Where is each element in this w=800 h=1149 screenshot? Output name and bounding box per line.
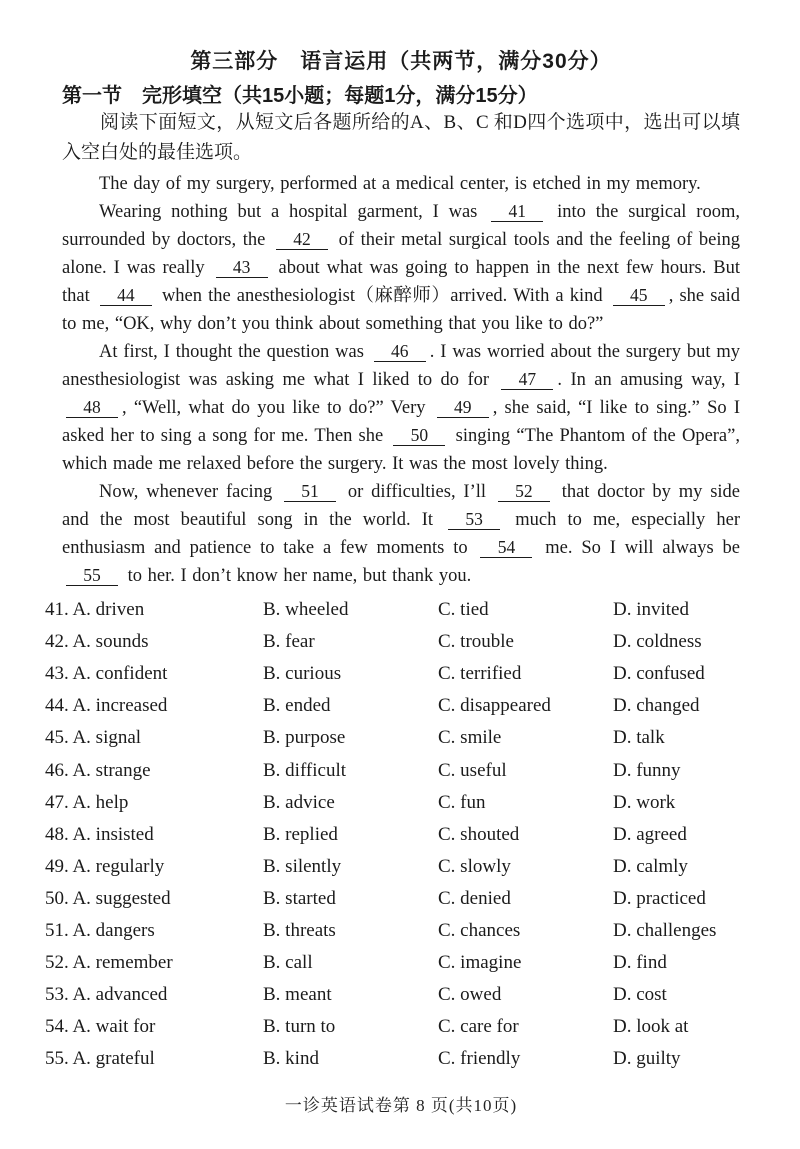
passage-text: Wearing nothing but a hospital garment, I was xyxy=(99,202,488,222)
option-48-a: 48. A. insisted xyxy=(45,823,154,845)
blank-53: 53 xyxy=(448,509,500,530)
option-45-b: B. purpose xyxy=(263,727,346,749)
question-row-43 xyxy=(45,658,763,690)
option-45-d: D. talk xyxy=(613,727,665,749)
option-50-c: C. denied xyxy=(438,887,511,909)
option-55-a: 55. A. grateful xyxy=(45,1048,155,1070)
blank-54: 54 xyxy=(480,537,532,558)
question-row-50 xyxy=(45,883,763,915)
passage-text: of their metal surgical tools and the feeling of being alone. I was really xyxy=(62,230,740,278)
passage-text: much to me, especially her enthusiasm and patience to take a few moments to xyxy=(62,510,740,558)
option-42-a: 42. A. sounds xyxy=(45,631,149,653)
option-48-b: B. replied xyxy=(263,823,338,845)
passage-paragraph-4 xyxy=(62,478,740,590)
option-47-b: B. advice xyxy=(263,791,335,813)
option-48-c: C. shouted xyxy=(438,823,520,845)
passage-text: Now, whenever facing xyxy=(99,482,281,502)
option-43-a: 43. A. confident xyxy=(45,663,168,685)
option-53-b: B. meant xyxy=(263,984,332,1006)
option-51-b: B. threats xyxy=(263,919,336,941)
option-52-a: 52. A. remember xyxy=(45,952,173,974)
option-54-d: D. look at xyxy=(613,1016,689,1038)
blank-47: 47 xyxy=(501,369,553,390)
passage-paragraph-2 xyxy=(62,198,740,338)
option-49-c: C. slowly xyxy=(438,855,511,877)
blank-51: 51 xyxy=(284,481,336,502)
option-44-a: 44. A. increased xyxy=(45,695,168,717)
passage-text: about what was going to happen in the next few hours. But that xyxy=(62,258,740,306)
passage-text: to her. I don’t know her name, but thank you. xyxy=(122,566,472,586)
passage xyxy=(62,170,740,590)
option-46-c: C. useful xyxy=(438,759,507,781)
option-53-d: D. cost xyxy=(613,984,667,1006)
passage-text: , “Well, what do you like to do?” Very xyxy=(122,398,433,418)
option-47-a: 47. A. help xyxy=(45,791,129,813)
passage-text: At first, I thought the question was xyxy=(99,342,370,362)
option-46-d: D. funny xyxy=(613,759,681,781)
option-55-b: B. kind xyxy=(263,1048,319,1070)
option-47-c: C. fun xyxy=(438,791,486,813)
passage-text: . I was worried about the surgery but my anesthesiologist was asking me what I liked to do for xyxy=(62,342,740,390)
option-41-a: 41. A. driven xyxy=(45,599,145,621)
option-54-c: C. care for xyxy=(438,1016,519,1038)
option-49-a: 49. A. regularly xyxy=(45,855,165,877)
option-44-d: D. changed xyxy=(613,695,700,717)
option-41-c: C. tied xyxy=(438,599,489,621)
blank-45: 45 xyxy=(613,285,665,306)
question-row-48 xyxy=(45,819,763,851)
question-row-45 xyxy=(45,722,763,754)
option-41-d: D. invited xyxy=(613,599,689,621)
part-title: 第三部分 语言运用（共两节，满分30分） xyxy=(190,50,612,73)
question-row-46 xyxy=(45,754,763,786)
option-52-c: C. imagine xyxy=(438,952,522,974)
option-42-d: D. coldness xyxy=(613,631,702,653)
option-50-a: 50. A. suggested xyxy=(45,887,171,909)
question-row-52 xyxy=(45,947,763,979)
option-54-a: 54. A. wait for xyxy=(45,1016,156,1038)
question-row-54 xyxy=(45,1011,763,1043)
option-44-c: C. disappeared xyxy=(438,695,551,717)
option-42-c: C. trouble xyxy=(438,631,514,653)
passage-text: or difficulties, I’ll xyxy=(340,482,494,502)
option-54-b: B. turn to xyxy=(263,1016,336,1038)
passage-text: when the anesthesiologist（麻醉师）arrived. With a kind xyxy=(155,286,609,306)
passage-text: me. So I will always be xyxy=(536,538,740,558)
blank-55: 55 xyxy=(66,565,118,586)
question-row-44 xyxy=(45,690,763,722)
instructions: 阅读下面短文，从短文后各题所给的A、B、C 和D四个选项中，选出可以填入空白处的最佳选项。 xyxy=(62,112,740,163)
blank-52: 52 xyxy=(498,481,550,502)
passage-text: . In an amusing way, I xyxy=(557,370,741,390)
blank-42: 42 xyxy=(276,229,328,250)
blank-41: 41 xyxy=(491,201,543,222)
question-row-51 xyxy=(45,915,763,947)
option-49-b: B. silently xyxy=(263,855,342,877)
passage-text: , she said to me, “OK, why don’t you think about something that you like to do?” xyxy=(62,286,740,334)
option-43-d: D. confused xyxy=(613,663,705,685)
option-43-b: B. curious xyxy=(263,663,342,685)
option-52-b: B. call xyxy=(263,952,313,974)
option-45-a: 45. A. signal xyxy=(45,727,142,749)
blank-49: 49 xyxy=(437,397,489,418)
option-55-c: C. friendly xyxy=(438,1048,521,1070)
option-46-a: 46. A. strange xyxy=(45,759,151,781)
blank-46: 46 xyxy=(374,341,426,362)
blank-50: 50 xyxy=(393,425,445,446)
option-55-d: D. guilty xyxy=(613,1048,681,1070)
option-53-a: 53. A. advanced xyxy=(45,984,168,1006)
options-table xyxy=(45,594,763,1075)
passage-text: into the surgical room, surrounded by doctors, the xyxy=(62,202,740,250)
question-row-47 xyxy=(45,787,763,819)
option-52-d: D. find xyxy=(613,952,667,974)
blank-44: 44 xyxy=(100,285,152,306)
option-42-b: B. fear xyxy=(263,631,315,653)
question-row-41 xyxy=(45,594,763,626)
option-43-c: C. terrified xyxy=(438,663,522,685)
passage-paragraph-1 xyxy=(62,170,740,198)
option-51-c: C. chances xyxy=(438,919,521,941)
blank-48: 48 xyxy=(66,397,118,418)
option-41-b: B. wheeled xyxy=(263,599,349,621)
option-51-d: D. challenges xyxy=(613,919,717,941)
passage-text: The day of my surgery, performed at a medical center, is etched in my memory. xyxy=(99,174,701,194)
option-46-b: B. difficult xyxy=(263,759,347,781)
option-45-c: C. smile xyxy=(438,727,502,749)
passage-text: singing “The Phantom of the Opera”, which made me relaxed before the surgery. It was the most lovely thing. xyxy=(62,426,740,474)
option-51-a: 51. A. dangers xyxy=(45,919,155,941)
option-49-d: D. calmly xyxy=(613,855,688,877)
option-53-c: C. owed xyxy=(438,984,502,1006)
passage-paragraph-3 xyxy=(62,338,740,478)
option-50-b: B. started xyxy=(263,887,336,909)
question-row-42 xyxy=(45,626,763,658)
option-48-d: D. agreed xyxy=(613,823,687,845)
passage-text: that doctor by my side and the most beautiful song in the world. It xyxy=(62,482,740,530)
blank-43: 43 xyxy=(216,257,268,278)
page-footer: 一诊英语试卷第 8 页(共10页) xyxy=(284,1096,518,1116)
option-44-b: B. ended xyxy=(263,695,331,717)
question-row-53 xyxy=(45,979,763,1011)
question-row-49 xyxy=(45,851,763,883)
option-50-d: D. practiced xyxy=(613,887,706,909)
question-row-55 xyxy=(45,1043,763,1075)
passage-text: , she said, “I like to sing.” So I asked her to sing a song for me. Then she xyxy=(62,398,741,446)
section-title: 第一节 完形填空（共15小题；每题1分，满分15分） xyxy=(62,85,538,107)
option-47-d: D. work xyxy=(613,791,676,813)
